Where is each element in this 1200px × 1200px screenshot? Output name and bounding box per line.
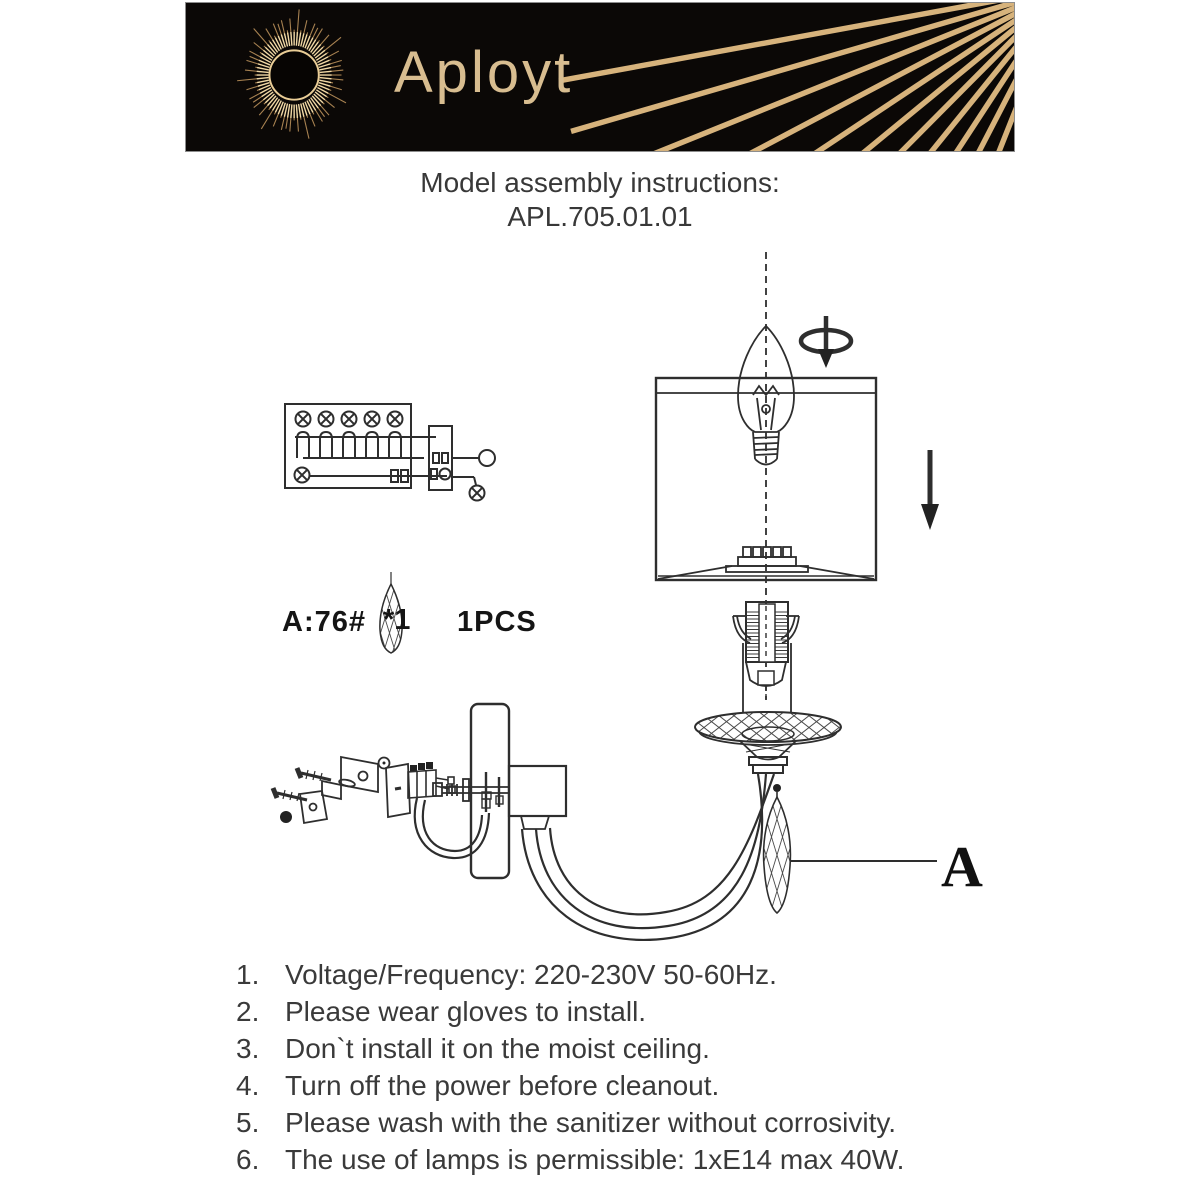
instruction-item	[236, 956, 904, 993]
backplate-drawing	[379, 758, 411, 818]
wiring-diagram	[285, 404, 495, 501]
wires-drawing	[415, 792, 491, 858]
brand-wordmark: Aployt	[394, 40, 574, 105]
arm-drawing	[522, 774, 774, 940]
model-number: APL.705.01.01	[507, 201, 693, 232]
page-title: Model assembly instructions:	[420, 167, 780, 198]
part-code-label: A:76#	[282, 606, 366, 638]
terminal-block-symbol	[429, 426, 452, 490]
lamp-symbol	[365, 412, 380, 459]
instruction-text: Turn off the power before cleanout.	[285, 1070, 720, 1101]
lamp-symbol	[319, 412, 334, 459]
part-pcs-label: 1PCS	[457, 606, 537, 638]
instruction-number: 6.	[236, 1144, 260, 1175]
instruction-item	[236, 1104, 904, 1141]
instruction-item	[236, 993, 904, 1030]
ground-circle-symbol	[479, 450, 495, 466]
instructions-list	[236, 956, 904, 1178]
lamp-symbol	[295, 468, 310, 483]
down-arrow-icon	[921, 450, 939, 530]
socket-drawing	[733, 602, 799, 713]
lamp-symbol	[296, 412, 311, 459]
mounting-bracket-drawing	[300, 757, 378, 823]
callout-label: A	[941, 834, 983, 899]
instruction-text: Please wash with the sanitizer without corrosivity.	[285, 1107, 897, 1138]
shade-spider-fitting	[726, 547, 808, 572]
crystal-pendant-drawing	[726, 784, 828, 914]
lamp-symbol	[388, 412, 403, 459]
part-quantity-label: *1	[383, 604, 411, 636]
instruction-item	[236, 1030, 904, 1067]
arm-housing-drawing	[509, 766, 566, 829]
rotate-arrow-icon	[801, 316, 851, 368]
wall-plate-drawing	[471, 704, 509, 878]
lamp-symbol	[470, 486, 485, 501]
instruction-text: The use of lamps is permissible: 1xE14 max 40W.	[285, 1144, 905, 1175]
instruction-item	[236, 1141, 904, 1178]
instruction-text: Don`t install it on the moist ceiling.	[285, 1033, 710, 1064]
lamp-bulb-drawing	[738, 326, 794, 465]
instruction-number: 5.	[236, 1107, 260, 1138]
bobeche-drawing	[653, 711, 875, 773]
lamp-symbol	[342, 412, 357, 459]
instruction-number: 1.	[236, 959, 260, 990]
instruction-text: Voltage/Frequency: 220-230V 50-60Hz.	[285, 959, 777, 990]
instruction-number: 3.	[236, 1033, 260, 1064]
instruction-number: 2.	[236, 996, 260, 1027]
instruction-number: 4.	[236, 1070, 260, 1101]
instruction-text: Please wear gloves to install.	[285, 996, 647, 1027]
instruction-item	[236, 1067, 904, 1104]
